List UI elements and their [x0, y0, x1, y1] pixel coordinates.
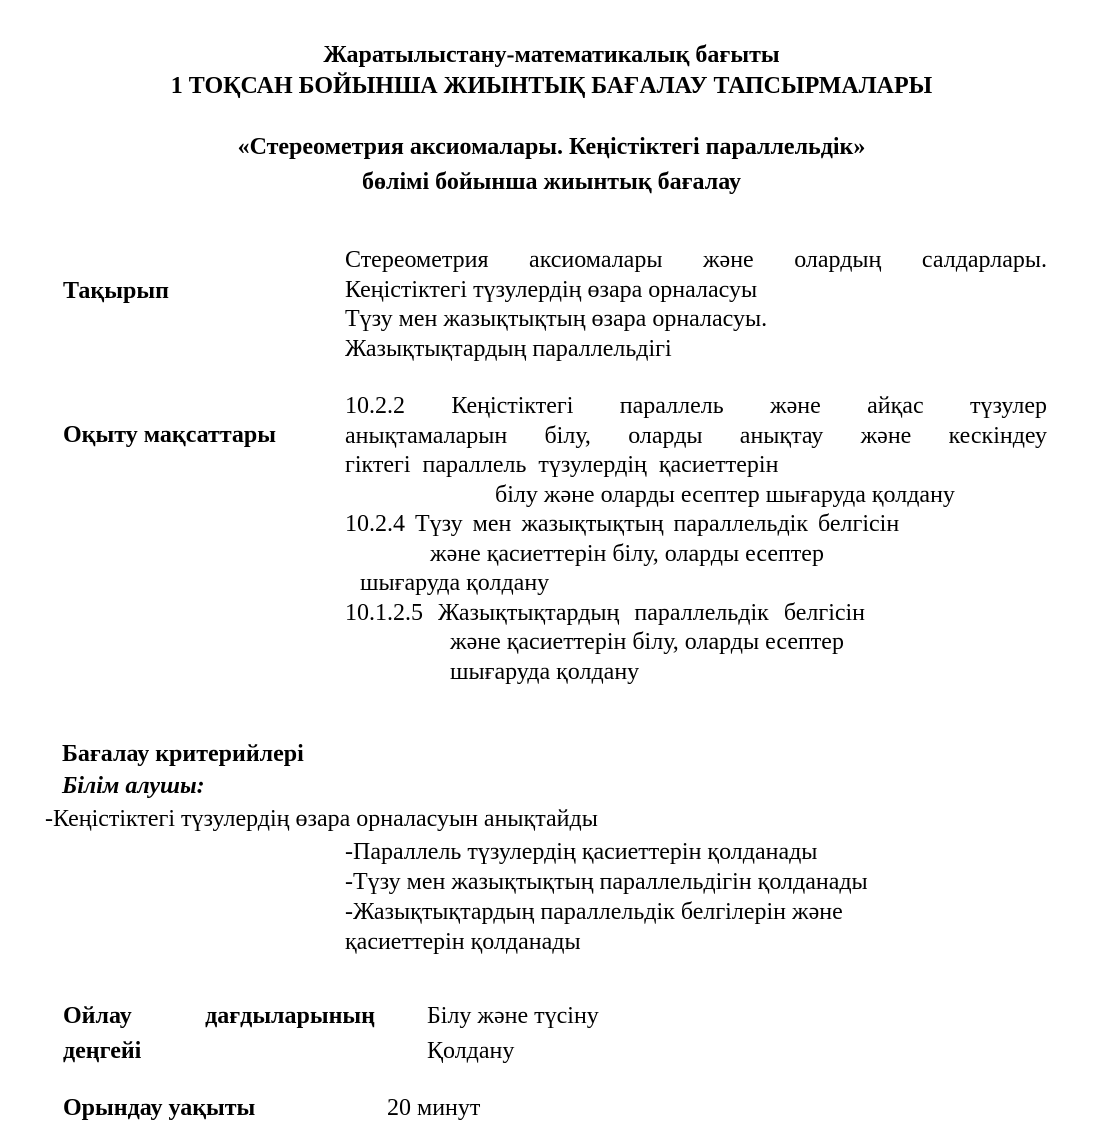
document-subtitle: [0, 130, 1103, 200]
execution-time-label: Орындау уақыты: [63, 1095, 256, 1121]
criteria-item: -Түзу мен жазықтықтың параллельдігін қолданады: [345, 869, 868, 895]
subtitle-assessment-type: бөлімі бойынша жиынтық бағалау: [362, 169, 741, 195]
objective-line: 10.1.2.5 Жазықтықтардың параллельдік белгісін: [345, 599, 866, 626]
criteria-item: -Жазықтықтардың параллельдік белгілерін және: [345, 899, 843, 925]
thinking-skills-label: [63, 999, 375, 1069]
criteria-items: [345, 837, 1005, 957]
criteria-item: -Кеңістіктегі түзулердің өзара орналасуын анықтайды: [45, 806, 598, 832]
objective-line: білу және оларды есептер шығаруда қолдану: [495, 481, 955, 508]
header-title-line: 1 ТОҚСАН БОЙЫНША ЖИЫНТЫҚ БАҒАЛАУ ТАПСЫРМАЛАРЫ: [170, 73, 933, 99]
objective-line: шығаруда қолдану: [360, 570, 550, 596]
objective-line: 10.2.4 Түзу мен жазықтықтың параллельдік белгісін: [345, 511, 900, 537]
criteria-subheading: Білім алушы:: [62, 773, 205, 799]
objective-line: және қасиеттерін білу, оларды есептер: [450, 629, 844, 655]
criteria-item: қасиеттерін қолданады: [345, 929, 581, 955]
thinking-skills-value: Қолдану: [427, 1038, 515, 1064]
criteria-item: -Параллель түзулердің қасиеттерін қолданады: [345, 839, 818, 865]
objective-line: 10.2.2 Кеңістіктегі параллель және айқас түзулер: [345, 393, 1047, 419]
thinking-skills-value: Білу және түсіну: [427, 1003, 599, 1029]
objective-line: шығаруда қолдану: [450, 658, 640, 685]
topic-content: [345, 246, 1047, 364]
execution-time-value: 20 минут: [387, 1095, 481, 1121]
thinking-skills-label-line: Ойлау дағдыларының: [63, 1003, 375, 1029]
objectives-content: [345, 392, 1047, 687]
document-header: [0, 40, 1103, 102]
thinking-skills-label-line: деңгейі: [63, 1038, 142, 1064]
topic-label: Тақырып: [63, 278, 169, 304]
thinking-skills-values: [427, 999, 599, 1069]
topic-line: Стереометрия аксиомалары және олардың салдарлары.: [345, 247, 1047, 273]
objective-line: гіктегі параллель түзулердің қасиеттерін: [345, 452, 779, 478]
subtitle-section-name: «Стереометрия аксиомалары. Кеңістіктегі параллельдік»: [237, 134, 866, 160]
objectives-label: Оқыту мақсаттары: [63, 422, 276, 448]
objective-line: анықтамаларын білу, оларды анықтау және кескіндеу: [345, 422, 1047, 449]
criteria-heading: Бағалау критерийлері: [62, 741, 304, 767]
objective-line: және қасиеттерін білу, оларды есептер: [430, 540, 824, 567]
header-direction-line: Жаратылыстану-математикалық бағыты: [323, 42, 780, 68]
topic-line: Түзу мен жазықтықтың өзара орналасуы.: [345, 306, 768, 332]
topic-line: Кеңістіктегі түзулердің өзара орналасуы: [345, 276, 758, 303]
topic-line: Жазықтықтардың параллельдігі: [345, 335, 672, 362]
